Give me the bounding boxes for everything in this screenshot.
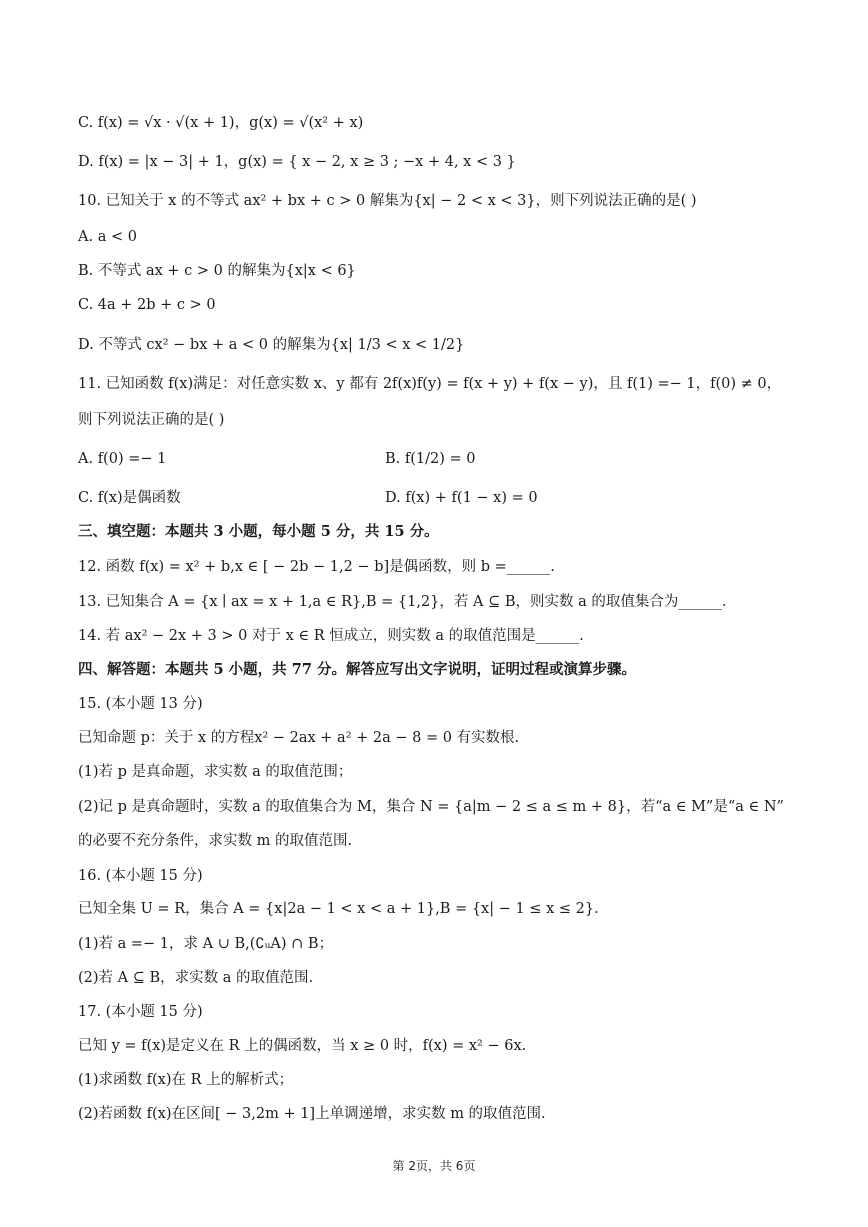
q15-stem: 已知命题 p：关于 x 的方程x² − 2ax + a² + 2a − 8 = 0 有实数根. [78,730,520,746]
question-16: 16. (本小题 15 分) [78,868,203,884]
section-4-heading: 四、解答题：本题共 5 小题，共 77 分。解答应写出文字说明，证明过程或演算步骤。 [78,661,636,678]
q11-option-c: C. f(x)是偶函数 [78,490,181,506]
q10-option-c: C. 4a + 2b + c > 0 [78,297,216,313]
q11-option-b: B. f(1/2) = 0 [385,451,476,467]
q11-option-a: A. f(0) =− 1 [78,451,167,467]
q10-option-b: B. 不等式 ax + c > 0 的解集为{x|x < 6} [78,263,356,279]
section-3-heading: 三、填空题：本题共 3 小题，每小题 5 分，共 15 分。 [78,523,439,540]
q15-part-2-cont: 的必要不充分条件，求实数 m 的取值范围. [78,833,353,849]
q17-part-1: (1)求函数 f(x)在 R 上的解析式； [78,1072,294,1088]
q16-part-2: (2)若 A ⊆ B，求实数 a 的取值范围. [78,970,314,986]
q17-part-2: (2)若函数 f(x)在区间[ − 3,2m + 1]上单调递增，求实数 m 的取值范围. [78,1106,546,1122]
q16-part-1: (1)若 a =− 1，求 A ∪ B,(∁ᵤA) ∩ B； [78,936,334,952]
q10-option-a: A. a < 0 [78,229,137,245]
question-10: 10. 已知关于 x 的不等式 ax² + bx + c > 0 解集为{x| − 2 < x < 3}，则下列说法正确的是( ) [78,193,697,209]
question-11: 11. 已知函数 f(x)满足：对任意实数 x、y 都有 2f(x)f(y) = f(x + y) + f(x − y)，且 f(1) =− 1，f(0) ≠ 0， [78,376,782,392]
question-12: 12. 函数 f(x) = x² + b,x ∈ [ − 2b − 1,2 − b]是偶函数，则 b =______. [78,559,555,575]
question-15: 15. (本小题 13 分) [78,696,203,712]
option-c-line: C. f(x) = √x · √(x + 1)，g(x) = √(x² + x) [78,115,364,131]
q15-part-1: (1)若 p 是真命题，求实数 a 的取值范围； [78,764,353,780]
page-footer: 第 2页，共 6页 [392,1159,476,1173]
q15-part-2: (2)记 p 是真命题时，实数 a 的取值集合为 M，集合 N = {a|m − 2 ≤ a ≤ m + 8}，若“a ∈ M”是“a ∈ N” [78,799,784,815]
option-d-line: D. f(x) = |x − 3| + 1，g(x) = { x − 2, x ≥ 3 ; −x + 4, x < 3 } [78,154,516,170]
q16-stem: 已知全集 U = R，集合 A = {x|2a − 1 < x < a + 1},B = {x| − 1 ≤ x ≤ 2}. [78,901,599,917]
question-17: 17. (本小题 15 分) [78,1004,203,1020]
question-13: 13. 已知集合 A = {x ∣ ax = x + 1,a ∈ R},B = {1,2}，若 A ⊆ B，则实数 a 的取值集合为______. [78,594,727,610]
q11-option-d: D. f(x) + f(1 − x) = 0 [385,490,538,506]
question-11-cont: 则下列说法正确的是( ) [78,412,225,428]
question-14: 14. 若 ax² − 2x + 3 > 0 对于 x ∈ R 恒成立，则实数 a 的取值范围是______. [78,628,584,644]
q10-option-d: D. 不等式 cx² − bx + a < 0 的解集为{x| 1/3 < x < 1/2} [78,337,465,353]
q17-stem: 已知 y = f(x)是定义在 R 上的偶函数，当 x ≥ 0 时，f(x) = x² − 6x. [78,1038,527,1054]
